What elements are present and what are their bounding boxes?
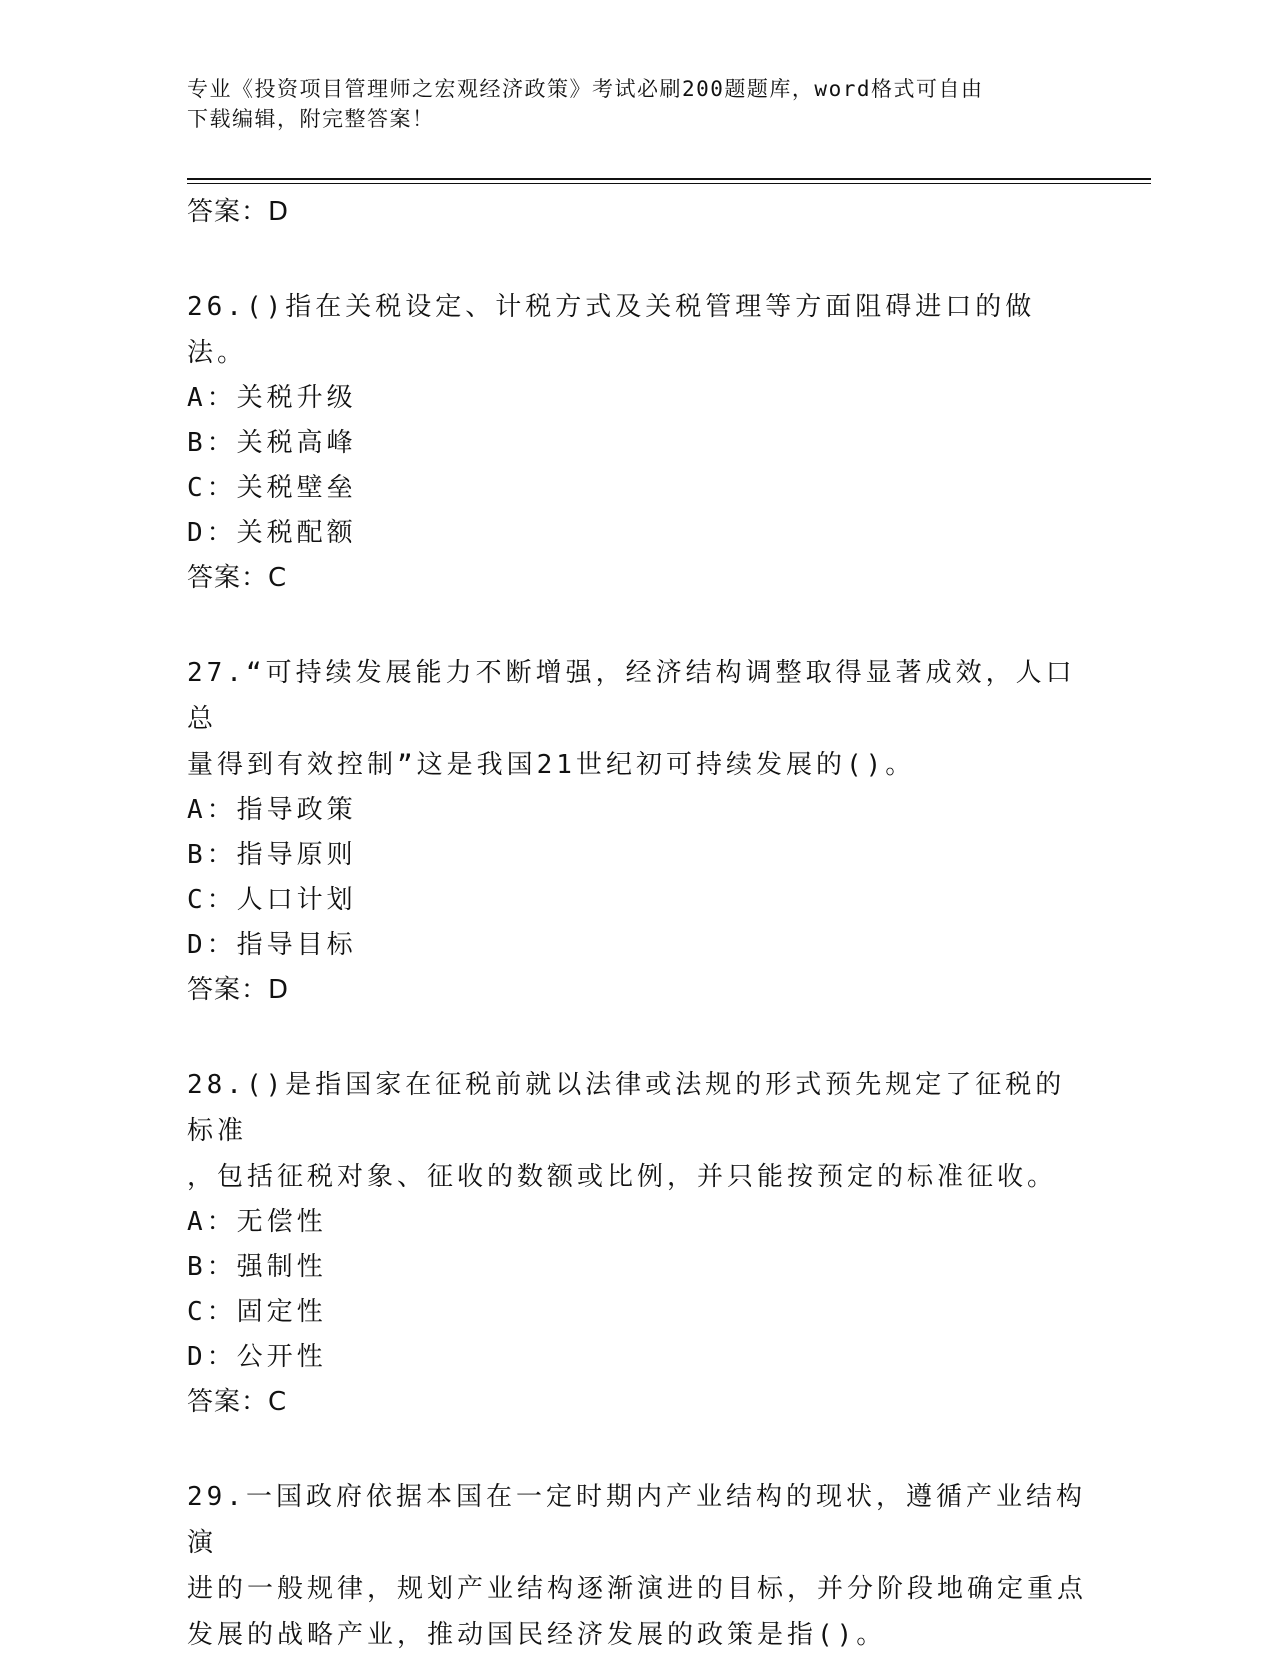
question-text-line: 28.()是指国家在征税前就以法律或法规的形式预先规定了征税的标准 [187,1070,1066,1146]
question-text-line: 进的一般规律，规划产业结构逐渐演进的目标，并分阶段地确定重点 [187,1574,1088,1604]
answer-line: 答案：D [187,197,290,227]
question-block [187,1062,1087,1425]
question-block [187,650,1087,1013]
question-text-line: 发展的战略产业，推动国民经济发展的政策是指()。 [187,1620,887,1650]
option-d: D：公开性 [187,1342,327,1372]
document-body [187,190,1087,1658]
option-d: D：指导目标 [187,930,357,960]
page-header [187,74,1067,134]
question-text-line: 29.一国政府依据本国在一定时期内产业结构的现状，遵循产业结构演 [187,1482,1086,1558]
answer-line: 答案：C [187,1387,288,1417]
header-rule-thick [187,178,1151,180]
question-text [187,284,1087,376]
option-c: C：关税壁垒 [187,473,357,503]
question-block [187,284,1087,601]
question-text [187,650,1087,788]
question-text-line: 26.()指在关税设定、计税方式及关税管理等方面阻碍进口的做法。 [187,292,1036,368]
option-c: C：人口计划 [187,885,357,915]
option-b: B：指导原则 [187,840,357,870]
option-a: A：关税升级 [187,383,357,413]
question-text [187,1474,1087,1658]
option-c: C：固定性 [187,1297,327,1327]
option-a: A：无偿性 [187,1207,327,1237]
header-line-2: 下载编辑，附完整答案！ [187,107,435,131]
header-rule-thin [187,183,1151,184]
answer-line: 答案：D [187,975,290,1005]
option-d: D：关税配额 [187,518,357,548]
answer-line: 答案：C [187,563,288,593]
option-b: B：强制性 [187,1252,327,1282]
option-b: B：关税高峰 [187,428,357,458]
question-text [187,1062,1087,1200]
question-text-line: 27.“可持续发展能力不断增强，经济结构调整取得显著成效，人口总 [187,658,1076,734]
question-block [187,1474,1087,1658]
header-line-1: 专业《投资项目管理师之宏观经济政策》考试必刷200题题库，word格式可自由 [187,77,984,101]
question-text-line: 量得到有效控制”这是我国21世纪初可持续发展的()。 [187,750,916,780]
question-text-line: ，包括征税对象、征收的数额或比例，并只能按预定的标准征收。 [187,1162,1058,1192]
option-a: A：指导政策 [187,795,357,825]
